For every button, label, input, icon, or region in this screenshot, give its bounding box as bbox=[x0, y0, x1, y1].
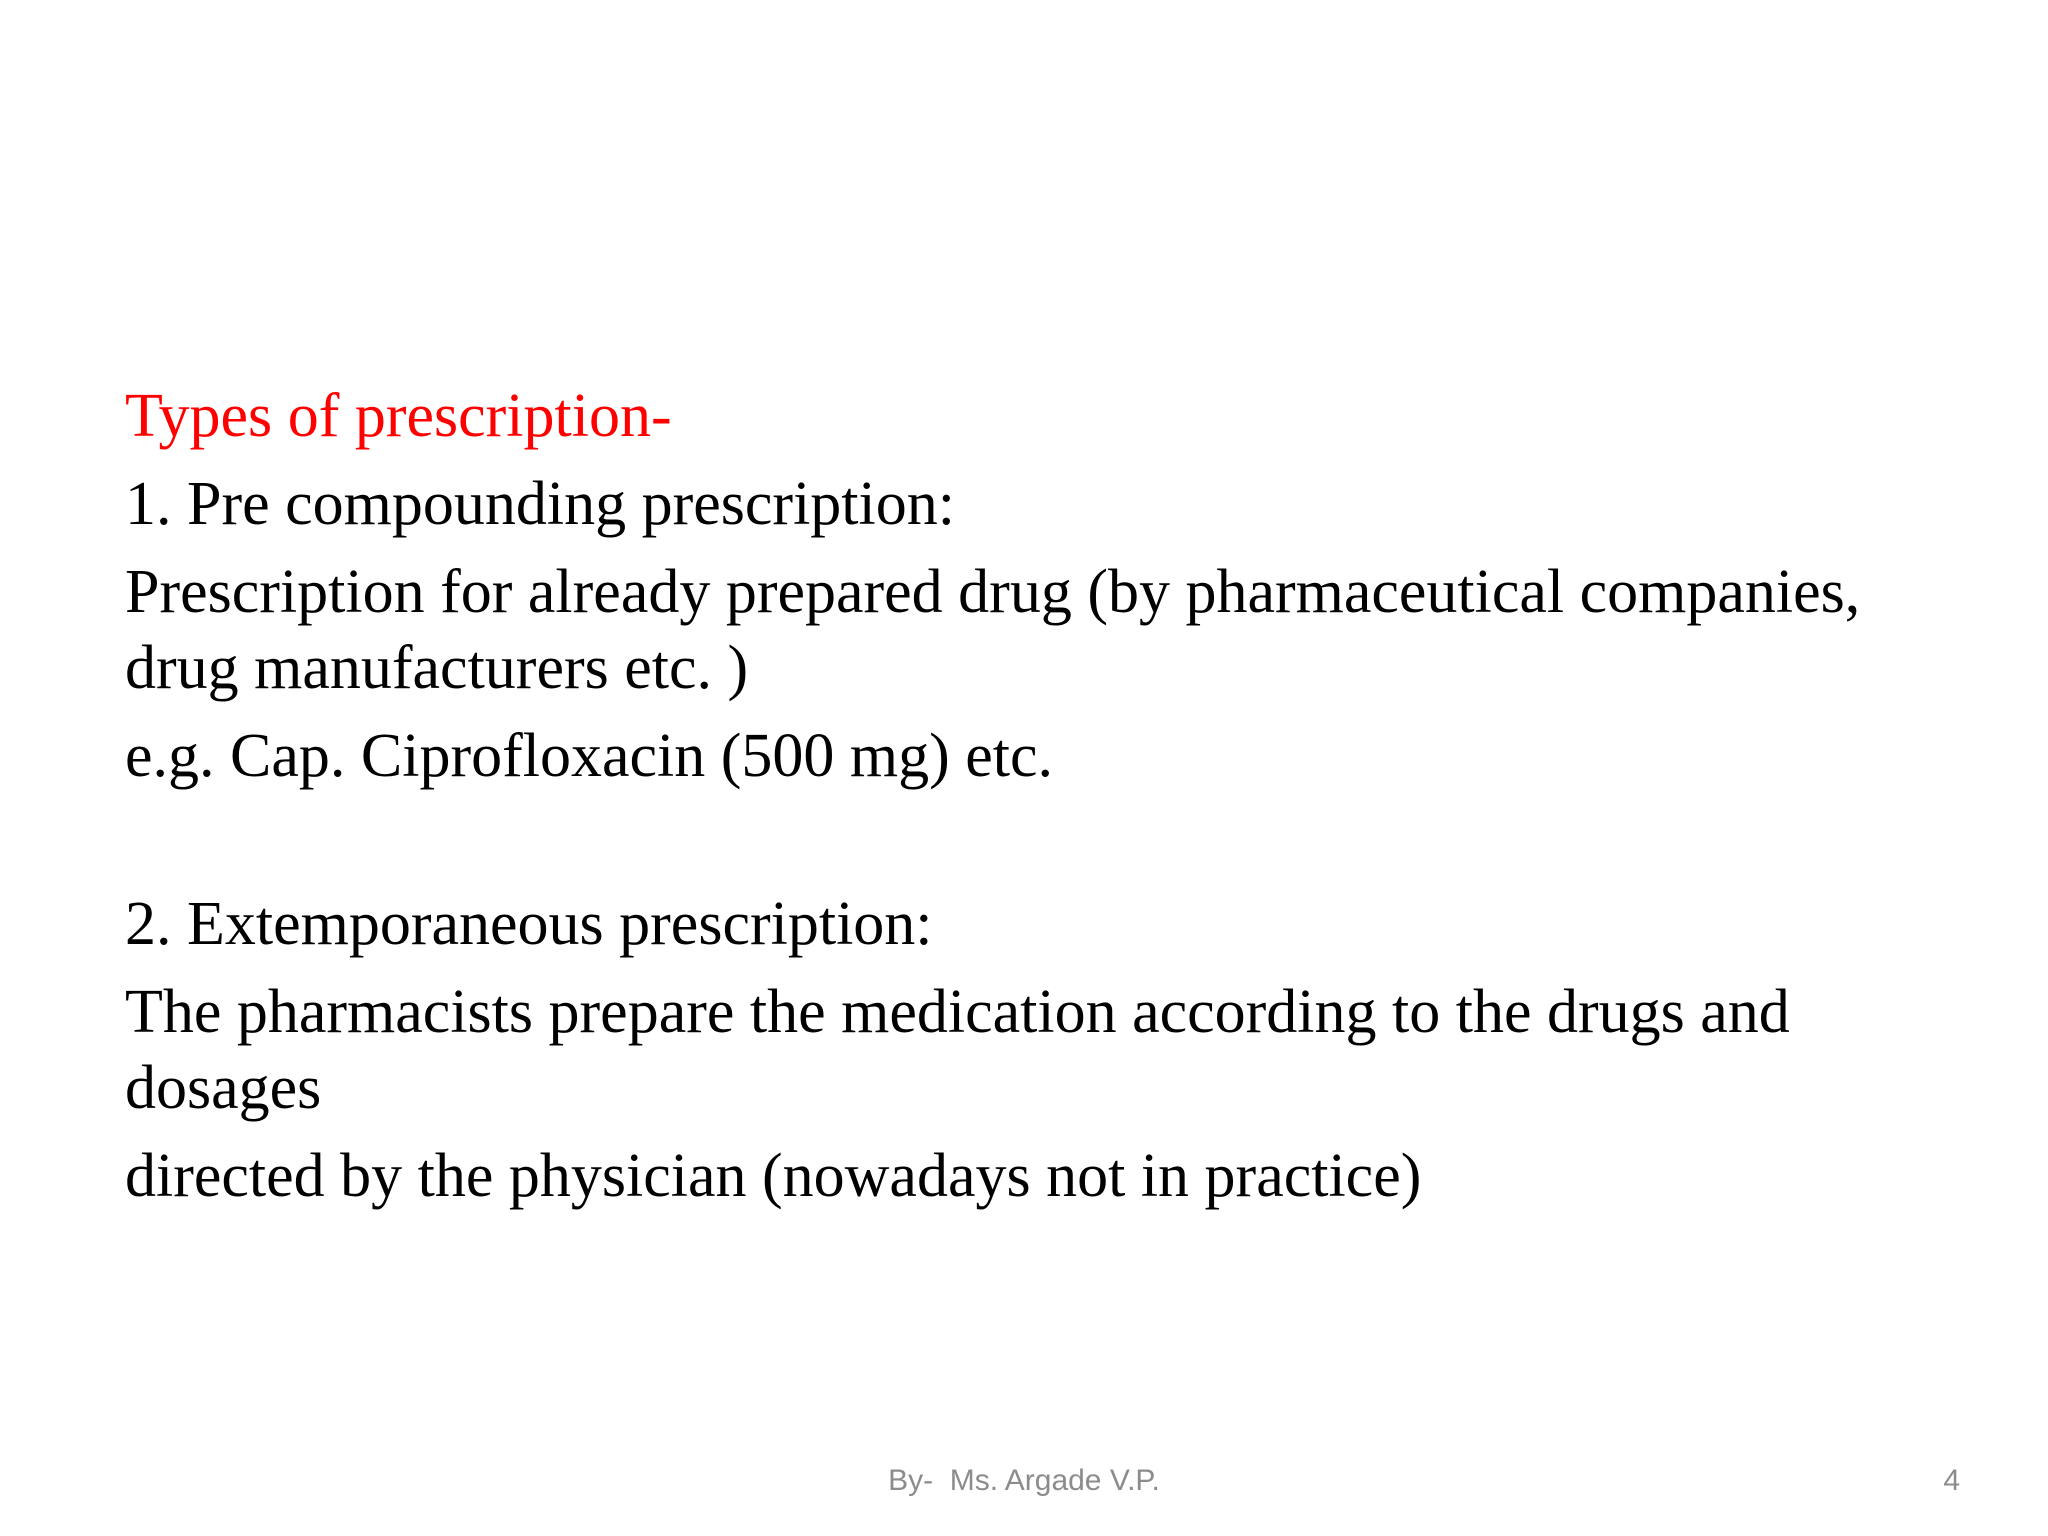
section1-example: e.g. Cap. Ciprofloxacin (500 mg) etc. bbox=[125, 722, 1054, 790]
section1-description: Prescription for already prepared drug (by pharmaceutical companies, drug manufacturers etc. ) bbox=[125, 558, 1861, 702]
section2-description: The pharmacists prepare the medication according to the drugs and dosages bbox=[125, 978, 1790, 1122]
section2-title: 2. Extemporaneous prescription: bbox=[125, 890, 933, 958]
section1-title: 1. Pre compounding prescription: bbox=[125, 470, 955, 538]
slide-body bbox=[125, 378, 1955, 1214]
section2-description-continued: directed by the physician (nowadays not in practice) bbox=[125, 1142, 1422, 1210]
slide-heading: Types of prescription- bbox=[125, 382, 672, 450]
page-number: 4 bbox=[1943, 1464, 1960, 1497]
footer-author: By- Ms. Argade V.P. bbox=[888, 1464, 1160, 1497]
